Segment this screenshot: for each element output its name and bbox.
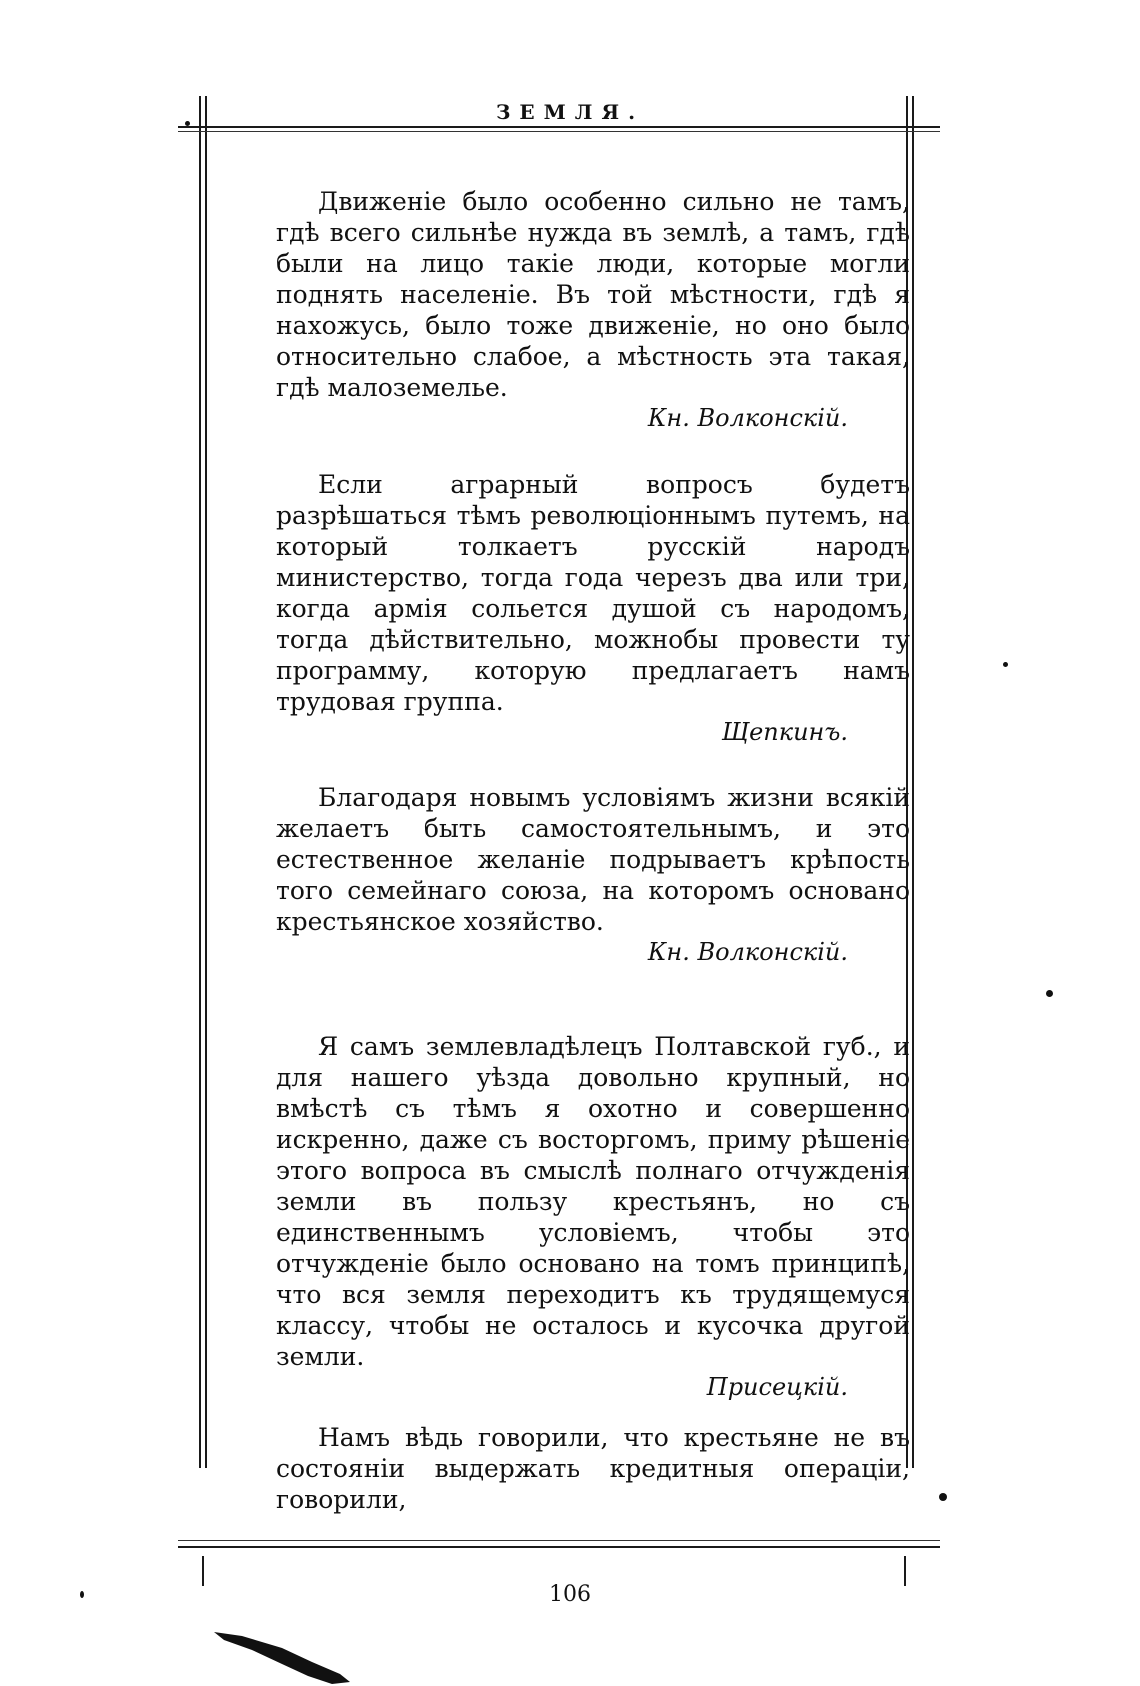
- passage-5-text: Намъ вѣдь говорили, что крестьяне не въ состояніи выдержать кредитныя операціи, говорили,: [276, 1423, 910, 1514]
- frame-left-rule-inner: [205, 96, 207, 1468]
- passage-5: [276, 1422, 910, 1515]
- header-rule-top: [178, 126, 940, 128]
- scan-speck: [1003, 662, 1008, 667]
- passage-2-text: Если аграрный вопросъ будетъ разрѣшаться тѣмъ революціоннымъ путемъ, на который толкаетъ русскій народъ министерство, тогда года черезъ два или три, когда армія сольется душой съ народомъ, тогда дѣйствительно, можнобы провести ту программу, которую предлагаетъ намъ трудовая группа.: [276, 470, 910, 716]
- scan-speck: [185, 121, 190, 126]
- passage-1: [276, 186, 910, 434]
- passage-1-text: Движеніе было особенно сильно не тамъ, гдѣ всего сильнѣе нужда въ землѣ, а тамъ, гдѣ были на лицо такіе люди, которые могли поднять населеніе. Въ той мѣстности, гдѣ я нахожусь, было тоже движеніе, но оно было относительно слабое, а мѣстность эта такая, гдѣ малоземелье.: [276, 187, 910, 402]
- scan-smudge: [212, 1630, 362, 1686]
- scan-speck: [80, 1591, 84, 1598]
- passage-4-author: Присецкій.: [706, 1373, 848, 1401]
- passage-3-author: Кн. Волконскій.: [647, 938, 848, 966]
- frame-left-rule-outer: [199, 96, 201, 1468]
- frame-right-rule-inner: [912, 96, 914, 1468]
- passage-2-author: Щепкинъ.: [721, 718, 848, 746]
- passage-4-text: Я самъ землевладѣлецъ Полтавской губ., и для нашего уѣзда довольно крупный, но вмѣстѣ съ тѣмъ я охотно и совершенно искренно, даже съ восторгомъ, приму рѣшеніе этого вопроса въ смыслѣ полнаго отчужденія земли въ пользу крестьянъ, но съ единственнымъ условіемъ, чтобы это отчужденіе было основано на томъ принципѣ, что вся земля переходитъ къ трудящемуся классу, чтобы не осталось и кусочка другой земли.: [276, 1032, 910, 1371]
- page-number: 106: [549, 1582, 591, 1607]
- passage-3-text: Благодаря новымъ условіямъ жизни всякій желаетъ быть самостоятельнымъ, и это естественное желаніе подрываетъ крѣпость того семейнаго союза, на которомъ основано крестьянское хозяйство.: [276, 783, 910, 936]
- passage-4: [276, 1031, 910, 1403]
- passage-1-author: Кн. Волконскій.: [647, 404, 848, 432]
- header-rule-bottom: [178, 131, 940, 132]
- scan-speck: [1046, 990, 1053, 997]
- footer-rule-bottom: [178, 1546, 940, 1548]
- passage-3: [276, 782, 910, 968]
- passage-2: [276, 469, 910, 748]
- scan-speck: [939, 1493, 947, 1501]
- footer-rule-top: [178, 1540, 940, 1541]
- running-head: ЗЕМЛЯ.: [495, 100, 645, 124]
